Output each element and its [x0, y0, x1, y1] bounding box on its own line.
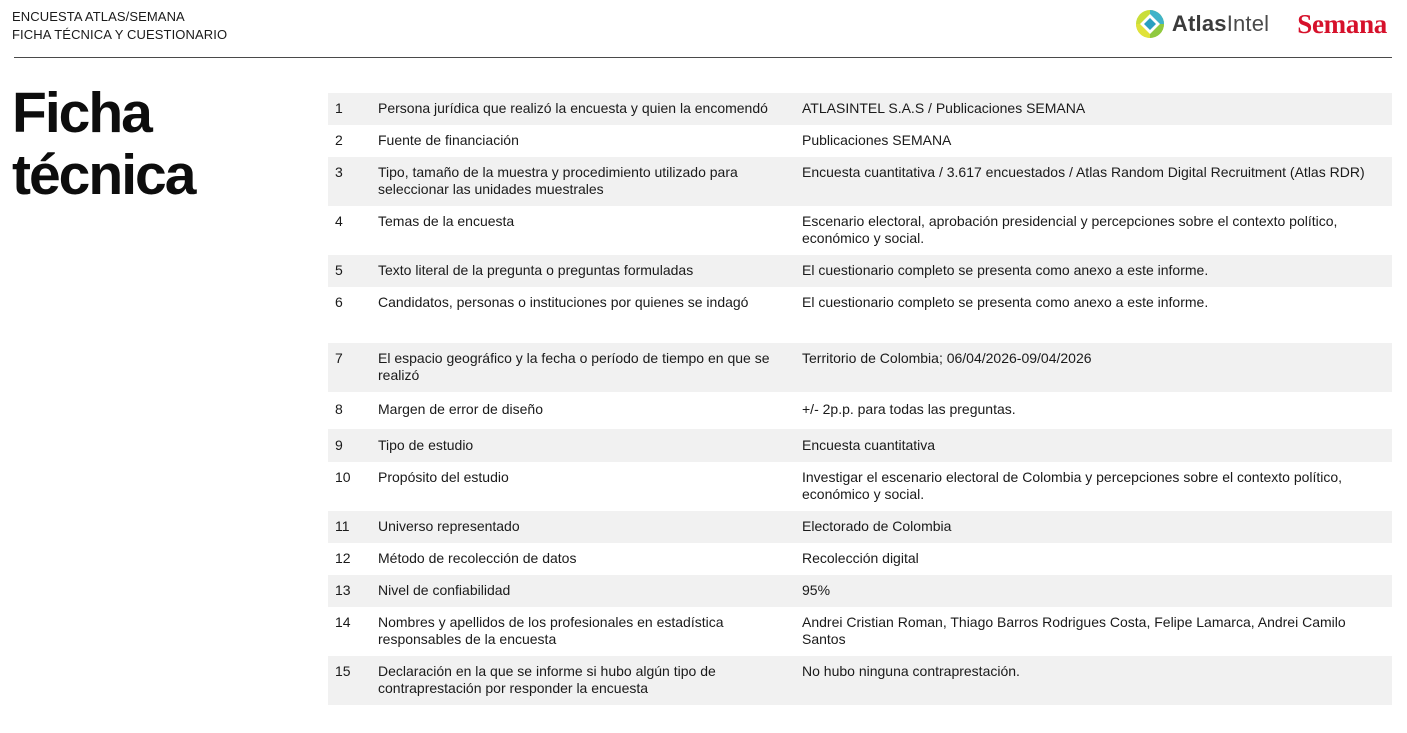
page-title [12, 82, 194, 206]
row-value: ATLASINTEL S.A.S / Publicaciones SEMANA [802, 100, 1086, 116]
row-label: Persona jurídica que realizó la encuesta y quien la encomendó [378, 100, 768, 116]
row-value: Andrei Cristian Roman, Thiago Barros Rodrigues Costa, Felipe Lamarca, Andrei Camilo Santos [802, 614, 1346, 647]
row-label: Método de recolección de datos [378, 550, 577, 566]
row-value: El cuestionario completo se presenta como anexo a este informe. [802, 294, 1209, 310]
row-label: Tipo, tamaño de la muestra y procedimiento utilizado para seleccionar las unidades muestrales [378, 164, 738, 197]
atlasintel-mark-icon [1134, 8, 1166, 40]
row-number: 11 [335, 518, 350, 534]
row-value: Electorado de Colombia [802, 518, 952, 534]
document-header [12, 8, 227, 44]
row-number: 10 [335, 469, 351, 485]
row-value: Publicaciones SEMANA [802, 132, 952, 148]
row-label: Fuente de financiación [378, 132, 519, 148]
row-number: 13 [335, 582, 351, 598]
page-title-line2: técnica [12, 143, 195, 207]
atlasintel-logo-bold: Atlas [1171, 11, 1227, 36]
row-label: El espacio geográfico y la fecha o período de tiempo en que se realizó [378, 350, 770, 383]
row-label: Texto literal de la pregunta o preguntas formuladas [378, 262, 694, 278]
semana-logo: Semana [1297, 8, 1387, 39]
row-number: 2 [335, 132, 343, 148]
row-label: Nombres y apellidos de los profesionales en estadística responsables de la encuesta [378, 614, 724, 647]
row-value: Encuesta cuantitativa / 3.617 encuestados / Atlas Random Digital Recruitment (Atlas RDR) [802, 164, 1365, 180]
table-row [328, 157, 1392, 206]
row-label: Margen de error de diseño [378, 401, 543, 417]
row-value: No hubo ninguna contraprestación. [802, 663, 1020, 679]
row-number: 15 [335, 663, 351, 679]
table-row [328, 607, 1392, 656]
row-label: Candidatos, personas o instituciones por quienes se indagó [378, 294, 749, 310]
row-number: 8 [335, 401, 343, 417]
header-line-survey: ENCUESTA ATLAS/SEMANA [12, 9, 185, 24]
header-line-subtitle: FICHA TÉCNICA Y CUESTIONARIO [12, 27, 228, 42]
row-number: 7 [335, 350, 343, 366]
row-value: El cuestionario completo se presenta como anexo a este informe. [802, 262, 1209, 278]
table-row [328, 429, 1392, 462]
row-number: 5 [335, 262, 343, 278]
row-label: Universo representado [378, 518, 520, 534]
table-row [328, 543, 1392, 575]
row-value: +/- 2p.p. para todas las preguntas. [802, 401, 1016, 417]
table-row [328, 287, 1392, 343]
header-divider [14, 57, 1392, 58]
atlasintel-logo [1134, 8, 1269, 40]
table-row [328, 125, 1392, 157]
table-row [328, 392, 1392, 429]
page-title-line1: Ficha [12, 81, 151, 145]
row-number: 3 [335, 164, 343, 180]
row-value: Escenario electoral, aprobación presidencial y percepciones sobre el contexto político, económico y social. [802, 213, 1338, 246]
row-value: Encuesta cuantitativa [802, 437, 936, 453]
row-value: Territorio de Colombia; 06/04/2026-09/04/2026 [802, 350, 1092, 366]
row-number: 12 [335, 550, 351, 566]
table-row [328, 656, 1392, 705]
table-row [328, 462, 1392, 511]
row-value: 95% [802, 582, 831, 598]
row-number: 1 [335, 100, 343, 116]
table-row [328, 206, 1392, 255]
table-row [328, 93, 1392, 125]
row-number: 9 [335, 437, 343, 453]
row-number: 4 [335, 213, 343, 229]
row-label: Declaración en la que se informe si hubo algún tipo de contraprestación por responder la encuesta [378, 663, 716, 696]
row-label: Propósito del estudio [378, 469, 509, 485]
table-row [328, 511, 1392, 543]
atlasintel-logo-light: Intel [1226, 11, 1270, 36]
row-number: 6 [335, 294, 343, 310]
row-number: 14 [335, 614, 351, 630]
logo-bar [1134, 6, 1387, 42]
row-value: Investigar el escenario electoral de Colombia y percepciones sobre el contexto político, económico y social. [802, 469, 1343, 502]
technical-sheet-table [328, 93, 1392, 705]
row-value: Recolección digital [802, 550, 919, 566]
table-row [328, 343, 1392, 392]
table-row [328, 575, 1392, 607]
row-label: Nivel de confiabilidad [378, 582, 511, 598]
row-label: Tipo de estudio [378, 437, 474, 453]
row-label: Temas de la encuesta [378, 213, 515, 229]
table-row [328, 255, 1392, 287]
